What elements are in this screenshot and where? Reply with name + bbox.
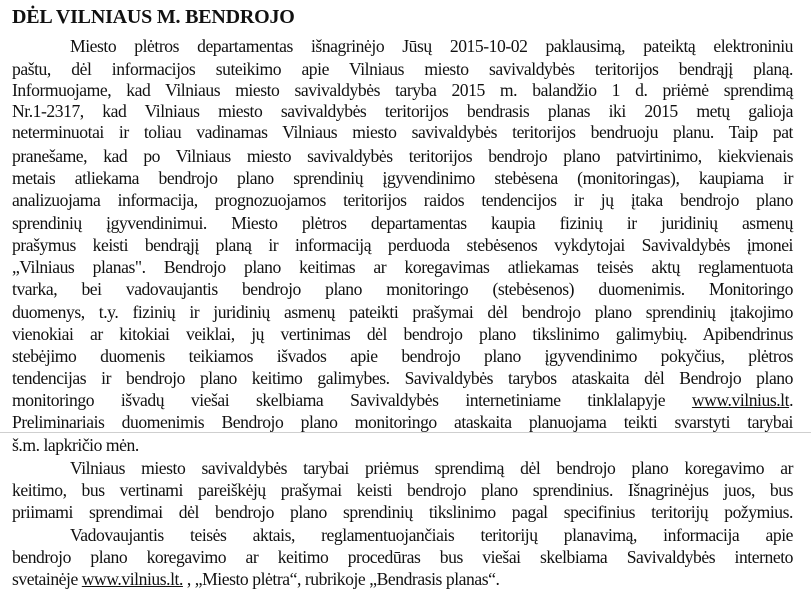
paragraph-1-line-9: sprendinių įgyvendinimui. Miesto plėtros departamentas kaupia fizinių ir juridinių asmenų — [12, 213, 793, 233]
scan-artifact-line — [0, 432, 811, 433]
paragraph-1-line-6: pranešame, kad po Vilniaus miesto savivaldybės teritorijos bendrojo plano patvirtinimo, kiekvienais — [12, 146, 793, 166]
paragraph-1-line-12: tvarka, bei vadovaujantis bendrojo plano monitoringo (stebėsenos) duomenimis. Monitoringo — [12, 279, 793, 299]
paragraph-1-line-4: Nr.1-2317, kad Vilniaus miesto savivaldybės teritorijos bendrasis planas iki 2015 metų galioja — [12, 101, 793, 121]
paragraph-1-line-1: Miesto plėtros departamentas išnagrinėjo Jūsų 2015-10-02 paklausimą, pateiktą elektroniniu — [70, 36, 793, 56]
paragraph-1-line-2: paštu, dėl informacijos suteikimo apie Vilniaus miesto savivaldybės teritorijos bendrąjį planą. — [12, 59, 793, 79]
paragraph-1-line-7: metais atliekama bendrojo plano sprendinių įgyvendinimo stebėsena (monitoringas), kaupiama ir — [12, 168, 793, 188]
line-text: monitoringo išvadų viešai skelbiama Savivaldybės internetiniame tinklalapyje — [12, 390, 666, 410]
paragraph-3-line-2: bendrojo plano koregavimo ar keitimo procedūras bus viešai skelbiama Savivaldybės interneto — [12, 547, 793, 567]
paragraph-2-line-1: Vilniaus miesto savivaldybės tarybai priėmus sprendimą dėl bendrojo plano koregavimo ar — [70, 458, 793, 478]
paragraph-1-line-8: analizuojama informacija, prognozuojamos teritorijos raidos tendencijos ir jų įtaka bendrojo plano — [12, 190, 793, 210]
vilnius-website-link-2[interactable]: www.vilnius.lt. — [81, 569, 183, 589]
paragraph-3-line-1: Vadovaujantis teisės aktais, reglamentuojančiais teritorijų planavimą, informacija apie — [70, 525, 793, 545]
paragraph-1-line-18: Preliminariais duomenimis Bendrojo plano monitoringo ataskaita planuojama teikti svarstyti tarybai — [12, 412, 793, 432]
paragraph-1-line-11: „Vilniaus planas". Bendrojo plano keitimas ar koregavimas atliekamas teisės aktų reglamentuota — [12, 257, 793, 277]
paragraph-1-line-15: stebėjimo duomenis teikiamos išvados apie bendrojo plano įgyvendinimo pokyčius, plėtros — [12, 346, 793, 366]
paragraph-1-line-3: Informuojame, kad Vilniaus miesto savivaldybės taryba 2015 m. balandžio 1 d. priėmė sprendimą — [12, 80, 793, 100]
paragraph-2-line-2: keitimo, bus vertinami pareiškėjų prašymai keisti bendrojo plano sprendinius. Išnagrinėjus juos, bus — [12, 480, 793, 500]
paragraph-3-line-3 — [12, 569, 793, 590]
paragraph-1-line-17 — [12, 390, 793, 411]
line-text: svetainėje — [12, 569, 78, 589]
paragraph-1-line-13: duomenys, t.y. fizinių ir juridinių asmenų pateikti prašymai dėl bendrojo plano sprendinių įtakojimo — [12, 302, 793, 322]
line-suffix: , „Miesto plėtra“, rubrikoje „Bendrasis planas“. — [182, 569, 500, 589]
paragraph-1-line-19: š.m. lapkričio mėn. — [12, 435, 139, 455]
document-title: DĖL VILNIAUS M. BENDROJO — [12, 6, 295, 28]
vilnius-website-link[interactable]: www.vilnius.lt — [691, 390, 790, 410]
paragraph-1-line-14: vienokiai ar kitokiai veiklai, jų vertinimas dėl bendrojo plano tikslinimo galimybių. Apibendrinus — [12, 324, 793, 344]
paragraph-1-line-10: prašymus keisti bendrąjį planą ir informaciją perduoda stebėsenos vykdytojai Savivaldybės įmonei — [12, 235, 793, 255]
paragraph-2-line-3: priimami sprendimai dėl bendrojo plano sprendinių tikslinimo pagal specifinius teritorijų požymius. — [12, 502, 793, 522]
paragraph-1-line-5: neterminuotai ir toliau vadinamas Vilniaus miesto savivaldybės teritorijos bendruoju planu. Taip pat — [12, 122, 793, 142]
link-suffix: . — [789, 390, 794, 410]
paragraph-1-line-16: tendencijas ir bendrojo plano keitimo galimybes. Savivaldybės tarybos ataskaita dėl Bendrojo plano — [12, 368, 793, 388]
